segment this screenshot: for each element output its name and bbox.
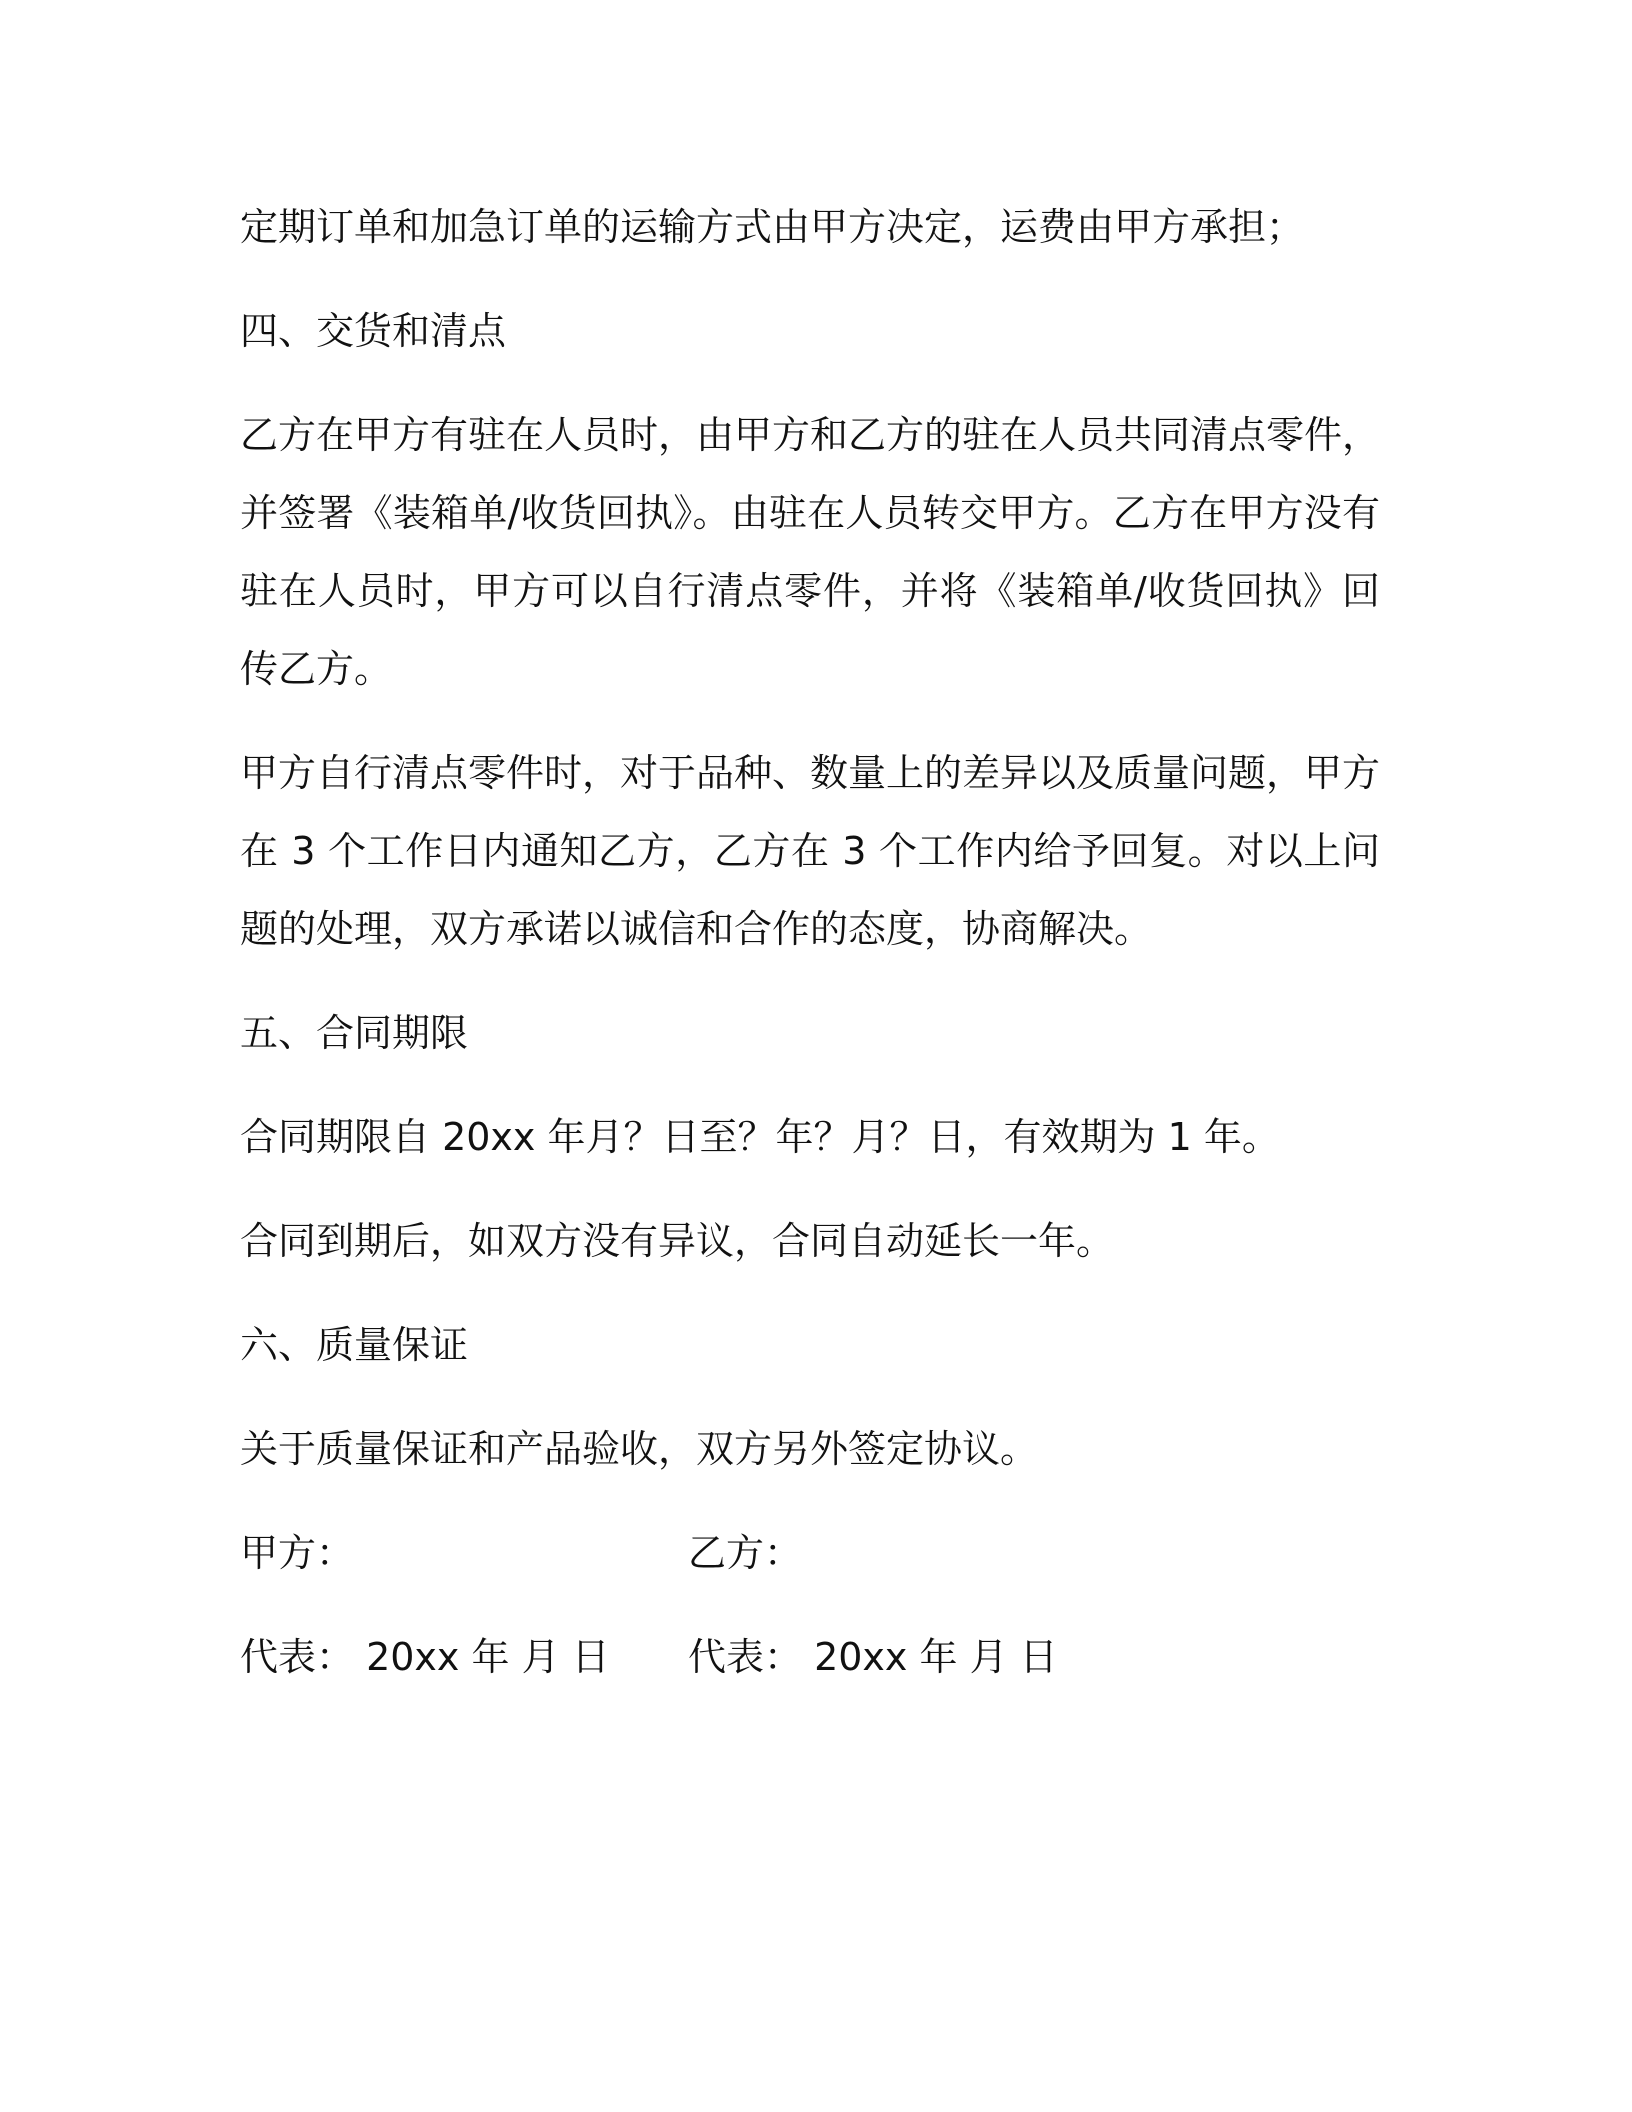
section-6-heading: 六、质量保证	[240, 1323, 469, 1367]
party-b-rep-date: 代表： 20xx 年 月 日	[688, 1635, 1058, 1679]
section-5-heading: 五、合同期限	[240, 1011, 469, 1055]
document-body	[240, 188, 1380, 1722]
section-4-heading: 四、交货和清点	[240, 309, 507, 353]
party-a-rep-date: 代表： 20xx 年 月 日	[240, 1635, 610, 1679]
party-a-label: 甲方：	[240, 1531, 355, 1575]
delivery-paragraph-2: 甲方自行清点零件时，对于品种、数量上的差异以及质量问题，甲方在 3 个工作日内通知乙方，乙方在 3 个工作内给予回复。对以上问题的处理，双方承诺以诚信和合作的态度，协商解决。	[240, 751, 1381, 951]
party-b-label: 乙方：	[688, 1531, 803, 1575]
signature-party-row	[240, 1514, 1380, 1592]
signature-rep-row	[240, 1618, 1380, 1696]
transport-paragraph: 定期订单和加急订单的运输方式由甲方决定，运费由甲方承担；	[240, 205, 1305, 249]
delivery-paragraph-1: 乙方在甲方有驻在人员时，由甲方和乙方的驻在人员共同清点零件，并签署《装箱单/收货回执》。由驻在人员转交甲方。乙方在甲方没有驻在人员时，甲方可以自行清点零件，并将《装箱单/收货回执》回传乙方。	[240, 413, 1381, 691]
quality-paragraph: 关于质量保证和产品验收，双方另外签定协议。	[240, 1427, 1039, 1471]
term-paragraph-1: 合同期限自 20xx 年月？日至？年？月？日，有效期为 1 年。	[240, 1115, 1280, 1159]
term-paragraph-2: 合同到期后，如双方没有异议，合同自动延长一年。	[240, 1219, 1115, 1263]
